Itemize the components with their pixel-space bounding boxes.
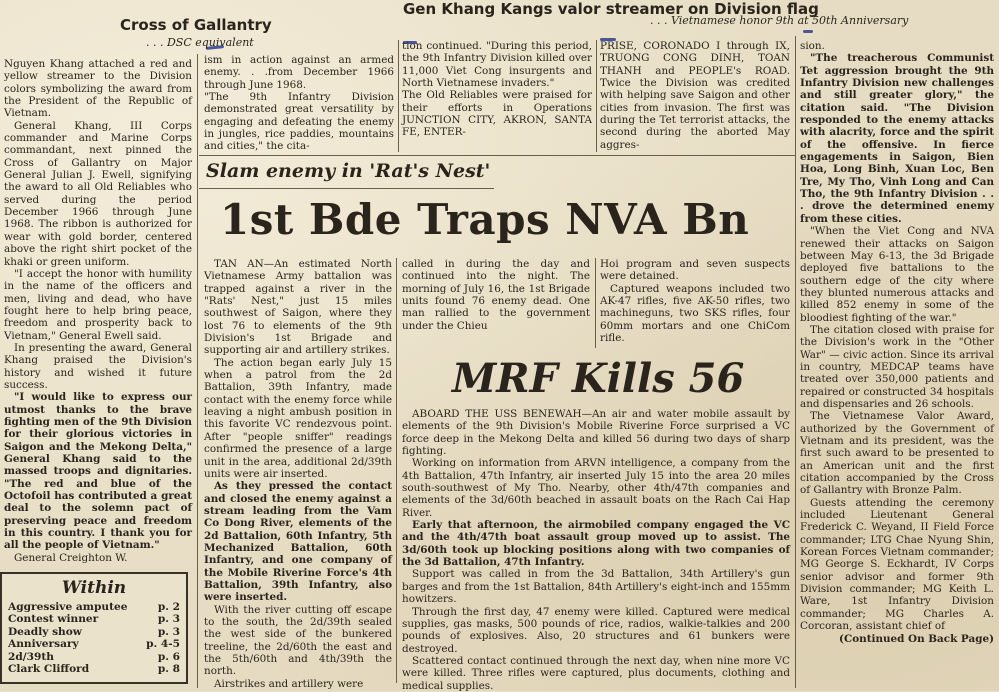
top-col-b-text: tion continued. "During this period, the 9th Infantry Division killed over 11,000 Viet Cong insurgents and North Vietnamese invaders." The Old Reliables were praised for their efforts in Operations JUNCTION CITY, AKRON, SANTA FE, ENTER- <box>402 40 592 139</box>
col1-para: General Khang, III Corps commander and Marine Corps commandant, next pinned the Cross of Gallantry on Major General Julian J. Ewell, signifying the award to all Old Reliables who served during the period December 1966 through June 1968. The ribbon is authorized for wear with gold border, centered above the right shirt pocket of the khaki or green uniform. <box>4 119 192 268</box>
col1-para: "I accept the honor with humility in the name of the officers and men, living and dead, who have fought here to help bring peace, freedom and prosperity back to Vietnam," General Ewell said. <box>4 267 192 342</box>
mrf-para-bold: Early that afternoon, the airmobiled company engaged the VC and the 4th/47th boat assault group moved up to assist. The 3d/60th took up blocking positions along with two companies of the 3d Battalion, 47th Infantry. <box>402 519 790 569</box>
rats-col2-text: called in during the day and continued into the night. The morning of July 16, the 1st Brigade units found 76 enemy dead. One man rallied to the government under the Chieu <box>402 258 590 332</box>
within-item-label: Aggressive amputee <box>8 601 128 613</box>
within-item-label: 2d/39th <box>8 650 54 663</box>
within-item <box>8 638 180 650</box>
within-item <box>8 663 180 675</box>
mrf-para: Working on information from ARVN intelligence, a company from the 4th Battalion, 47th Infantry, air inserted July 15 into the area 20 miles south-southwest of My Tho. Nearby, other 4th/47th companies and elements of the 3d/60th beached in assault boats on the Rach Cai Hap River. <box>402 457 790 519</box>
top-banner-subtitle: . . . Vietnamese honor 9th at 50th Anniversary <box>650 14 909 27</box>
col1-para: Nguyen Khang attached a red and yellow streamer to the Division colors symbolizing the award from the President of the Republic of Vietnam. <box>4 58 192 120</box>
mrf-para: Through the first day, 47 enemy were killed. Captured were medical supplies, gas masks, 500 pounds of rice, radios, walkie-talkies and 200 pounds of explosives. Also, 20 structures and 61 bunkers were destroyed. <box>402 605 790 655</box>
within-list <box>8 601 180 675</box>
rats-col3 <box>600 258 790 354</box>
rats-para-bold: As they pressed the contact and closed the enemy against a stream leading from the Vam Co Dong River, elements of the 2d Battalion, 60th Infantry, 5th Mechanized Battalion, 60th Infantry, and one company of the Mobile Riverine Force's 4th Battalion, 39th Infantry, also were inserted. <box>204 480 392 604</box>
within-item-page: p. 6 <box>157 650 180 663</box>
rats-col3-para: Captured weapons included two AK-47 rifles, five AK-50 rifles, two machineguns, two SKS rifles, four 60mm mortars and one ChiCom rifle. <box>600 282 790 345</box>
right-col-quote: "The treacherous Communist Tet aggression brought the 9th Infantry Division new challenges and still greater glory," the citation said. "The Division responded to the enemy attacks with alacrity, force and the spirit of the offensive. In fierce engagements in Saigon, Bien Hoa, Long Binh, Xuan Loc, Ben Tre, My Tho, Vinh Long and Can Tho, the 9th Infantry Division . . . drove the determined enemy from these cities. <box>800 52 994 225</box>
within-item-page: p. 8 <box>157 663 180 676</box>
rats-headline: 1st Bde Traps NVA Bn <box>220 195 750 244</box>
col1-para: In presenting the award, General Khang praised the Division's history and wished it future success. <box>4 341 192 391</box>
top-col-c <box>600 40 790 154</box>
cross-of-gallantry-title: Cross of Gallantry <box>120 16 272 34</box>
within-item-page: p. 3 <box>157 613 180 626</box>
top-col-a <box>204 54 394 154</box>
rats-col2 <box>402 258 590 354</box>
right-col-para: sion. <box>800 40 825 52</box>
mrf-para: ABOARD THE USS BENEWAH—An air and water mobile assault by elements of the 9th Division's Mobile Riverine Force surprised a VC force deep in the Mekong Delta and killed 56 during two days of sharp fighting. <box>402 408 790 458</box>
within-item-page: p. 3 <box>157 625 180 638</box>
col1-text <box>4 58 192 580</box>
right-col-para: Guests attending the ceremony included Lieutenant General Frederick C. Weyand, II Field Force commander; LTG Chae Nyung Shin, Korean Forces Vietnam commander; MG George S. Eckhardt, IV Corps senior advisor and former 9th Division commander; MG Keith L. Ware, 1st Infantry Division commander; MG Charles A. Corcoran, assistant chief of <box>800 496 994 633</box>
within-item-label: Deadly show <box>8 625 82 638</box>
top-banner-title: Gen Khang Kangs valor streamer on Division flag <box>403 0 819 18</box>
right-col-para: "When the Viet Cong and NVA renewed their attacks on Saigon between May 6-13, the 3d Brigade deployed five battalions to the southern edge of the city where they blunted numerous attacks and killed 852 enemy in some of the bloodiest fighting of the war." <box>800 225 994 324</box>
within-item-page: p. 4-5 <box>146 638 180 651</box>
rats-col3-para: Hoi program and seven suspects were detained. <box>600 258 790 283</box>
within-title: Within <box>61 578 127 598</box>
within-item-label: Contest winner <box>8 613 99 626</box>
continued-note: (Continued On Back Page) <box>839 632 994 645</box>
within-item <box>8 601 180 613</box>
mrf-text <box>402 408 790 692</box>
mrf-headline: MRF Kills 56 <box>452 355 745 402</box>
rats-para: TAN AN—An estimated North Vietnamese Army battalion was trapped against a river in the "Rats' Nest," just 15 miles southwest of Saigon, where they lost 76 to elements of the 9th Division's 1st Brigade and supporting air and artillery strikes. <box>204 258 392 357</box>
within-item-page: p. 2 <box>157 601 180 613</box>
rats-kicker: Slam enemy in 'Rat's Nest' <box>206 160 491 182</box>
right-col-text <box>800 40 994 678</box>
within-item <box>8 651 180 663</box>
col1-quote: "I would like to express our utmost thanks to the brave fighting men of the 9th Division for their glorious victories in Saigon and the Mekong Delta," General Khang said to the massed troops and dignitaries. "The red and blue of the Octofoil has contributed a great deal to the solemn pact of preserving peace and freedom in this country. I thank you for all the people of Vietnam." <box>4 391 192 552</box>
right-col-para: The citation closed with praise for the Division's work in the "Other War" — civic action. Since its arrival in country, MEDCAP teams have treated over 350,000 patients and repaired or constructed 34 hospitals and dispensaries and 26 schools. <box>800 323 994 410</box>
rats-col1 <box>204 258 392 690</box>
top-col-c-text: PRISE, CORONADO I through IX, TRUONG CONG DINH, TOAN THANH and PEOPLE's ROAD. Twice the Division was credited with helping save Saigon and other cities from invasion. The first was during the Tet terrorist attacks, the second during the aborted May aggres- <box>600 40 790 151</box>
mrf-para: Support was called in from the 3d Battalion, 34th Artillery's gun barges and from the 1st Battalion, 84th Artillery's eight-inch and 155mm howitzers. <box>402 568 790 606</box>
within-item-label: Anniversary <box>8 638 79 651</box>
within-item <box>8 626 180 638</box>
rats-para: Airstrikes and artillery were <box>214 677 364 690</box>
top-col-a-text: ism in action against an armed enemy. . .from December 1966 through June 1968. "The 9th Infantry Division demonstrated great versatility by engaging and defeating the enemy in jungles, rice paddies, mountains and cities," the cita- <box>204 54 394 153</box>
pen-mark <box>803 30 813 33</box>
within-item <box>8 613 180 625</box>
col1-para: General Creighton W. <box>14 551 128 564</box>
rats-para: The action began early July 15 when a patrol from the 2d Battalion, 39th Infantry, made contact with the enemy force while leaving a night ambush position in this favorite VC rendezvous point. After "people sniffer" readings confirmed the presence of a large unit in the area, additional 2d/39th units were air inserted. <box>204 356 392 480</box>
dsc-equivalent-subtitle: . . . DSC equivalent <box>146 36 254 49</box>
rats-para: With the river cutting off escape to the south, the 2d/39th sealed the west side of the bunkered treeline, the 2d/60th the east and the 5th/60th and 4th/39th the north. <box>204 603 392 678</box>
mrf-para: Scattered contact continued through the next day, when nine more VC were killed. Three rifles were captured, plus documents, clothing and medical supplies. <box>402 654 790 692</box>
right-col-para: The Vietnamese Valor Award, authorized by the Government of Vietnam and its president, was the first such award to be presented to an American unit and the first citation accompanied by the Cross of Gallantry with Bronze Palm. <box>800 410 994 497</box>
within-box <box>0 572 188 684</box>
within-item-label: Clark Clifford <box>8 663 90 676</box>
top-col-b <box>402 40 592 154</box>
